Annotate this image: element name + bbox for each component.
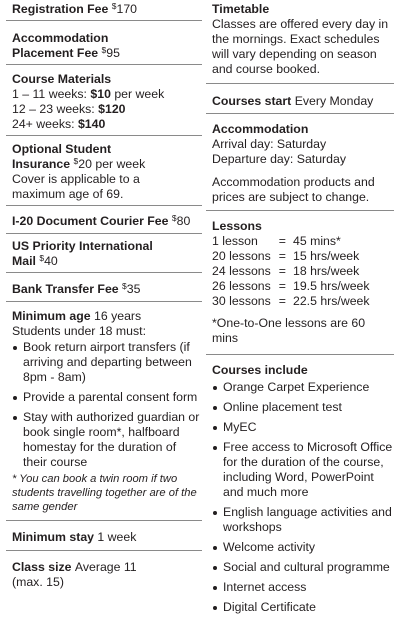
list-item: Digital Certificate <box>212 600 394 615</box>
course-materials-row: 1 – 11 weeks: $10 per week <box>12 87 165 101</box>
list-item: Internet access <box>212 580 394 595</box>
list-item: Book return airport transfers (if arriving and departing between 8pm - 8am) <box>12 340 202 385</box>
lessons-table <box>212 234 370 309</box>
list-item: Stay with authorized guardian or book single room*, halfboard homestay for the duration of their course <box>12 410 202 470</box>
course-materials-row: 24+ weeks: $140 <box>12 117 106 131</box>
left-column <box>6 0 202 593</box>
insurance-note: Cover is applicable to a maximum age of 69. <box>12 172 140 201</box>
twin-room-note: * You can book a twin room if two students travelling together are of the same gender <box>12 473 197 513</box>
lessons: Lessons 1 lesson = 45 mins* 20 lessons = 15 hrs/week 24 lessons = 18 hrs/week 26 lessons = 19.5 hrs/week 30 lessons = 22.5 hrs/week *One-to-One lessons are 60 mins <box>206 211 394 355</box>
minimum-age: Minimum age 16 years Students under 18 must: Book return airport transfers (if arriving and departing between 8pm - 8am) Provide a parental consent form Stay with authorized guardian or book single room*, halfboard homestay for the duration of their course * You can book a twin room if two students travelling together are of the same gender <box>6 302 202 521</box>
timetable-title: Timetable <box>212 2 270 16</box>
list-item: Online placement test <box>212 400 394 415</box>
registration-fee-amount: 170 <box>116 2 138 16</box>
courses-start: Courses start Every Monday <box>206 84 394 114</box>
bank-transfer-fee: Bank Transfer Fee $35 <box>6 273 202 302</box>
optional-insurance: Optional Student Insurance $20 per week Cover is applicable to a maximum age of 69. <box>6 136 202 206</box>
courier-fee: I-20 Document Courier Fee $80 <box>6 206 202 234</box>
courses-include-list <box>212 380 394 615</box>
table-row: 24 lessons = 18 hrs/week <box>212 264 360 278</box>
list-item: Orange Carpet Experience <box>212 380 394 395</box>
table-row: 20 lessons = 15 hrs/week <box>212 249 360 263</box>
list-item: MyEC <box>212 420 394 435</box>
courses-include: Courses include Orange Carpet Experience Online placement test MyEC Free access to Microsoft Office for the duration of the course, including Word, PowerPoint and much more English language activities and workshops Welcome activity Social and cultural programme Internet access Digital Certificate <box>212 363 393 614</box>
accommodation: Accommodation Arrival day: Saturday Departure day: Saturday Accommodation products and prices are subject to change. <box>206 114 394 211</box>
registration-fee-label: Registration Fee <box>12 2 112 16</box>
table-row: 30 lessons = 22.5 hrs/week <box>212 294 370 308</box>
us-priority-mail: US Priority International Mail $40 <box>6 234 202 273</box>
course-materials-row: 12 – 23 weeks: $120 <box>12 102 126 116</box>
list-item: English language activities and workshops <box>212 505 394 535</box>
course-materials-title: Course Materials <box>12 72 112 86</box>
course-materials <box>6 65 202 136</box>
registration-fee: Registration Fee $170 <box>6 0 202 21</box>
minimum-age-list <box>12 340 202 470</box>
list-item: Social and cultural programme <box>212 560 394 575</box>
minimum-stay: Minimum stay 1 week <box>6 521 202 551</box>
one-to-one-note: *One-to-One lessons are 60 mins <box>212 316 366 345</box>
class-size: Class size Average 11 (max. 15) <box>12 560 137 589</box>
table-row: 26 lessons = 19.5 hrs/week <box>212 279 370 293</box>
list-item: Provide a parental consent form <box>12 390 202 405</box>
list-item: Free access to Microsoft Office for the duration of the course, including Word, PowerPoint and much more <box>212 440 394 500</box>
accommodation-placement-fee: Accommodation Placement Fee $95 <box>6 21 202 65</box>
right-column <box>206 0 394 623</box>
timetable <box>206 0 394 84</box>
timetable-text: Classes are offered every day in the mornings. Exact schedules will vary depending on season and course booked. <box>212 17 389 76</box>
list-item: Welcome activity <box>212 540 394 555</box>
table-row: 1 lesson = 45 mins* <box>212 234 341 248</box>
